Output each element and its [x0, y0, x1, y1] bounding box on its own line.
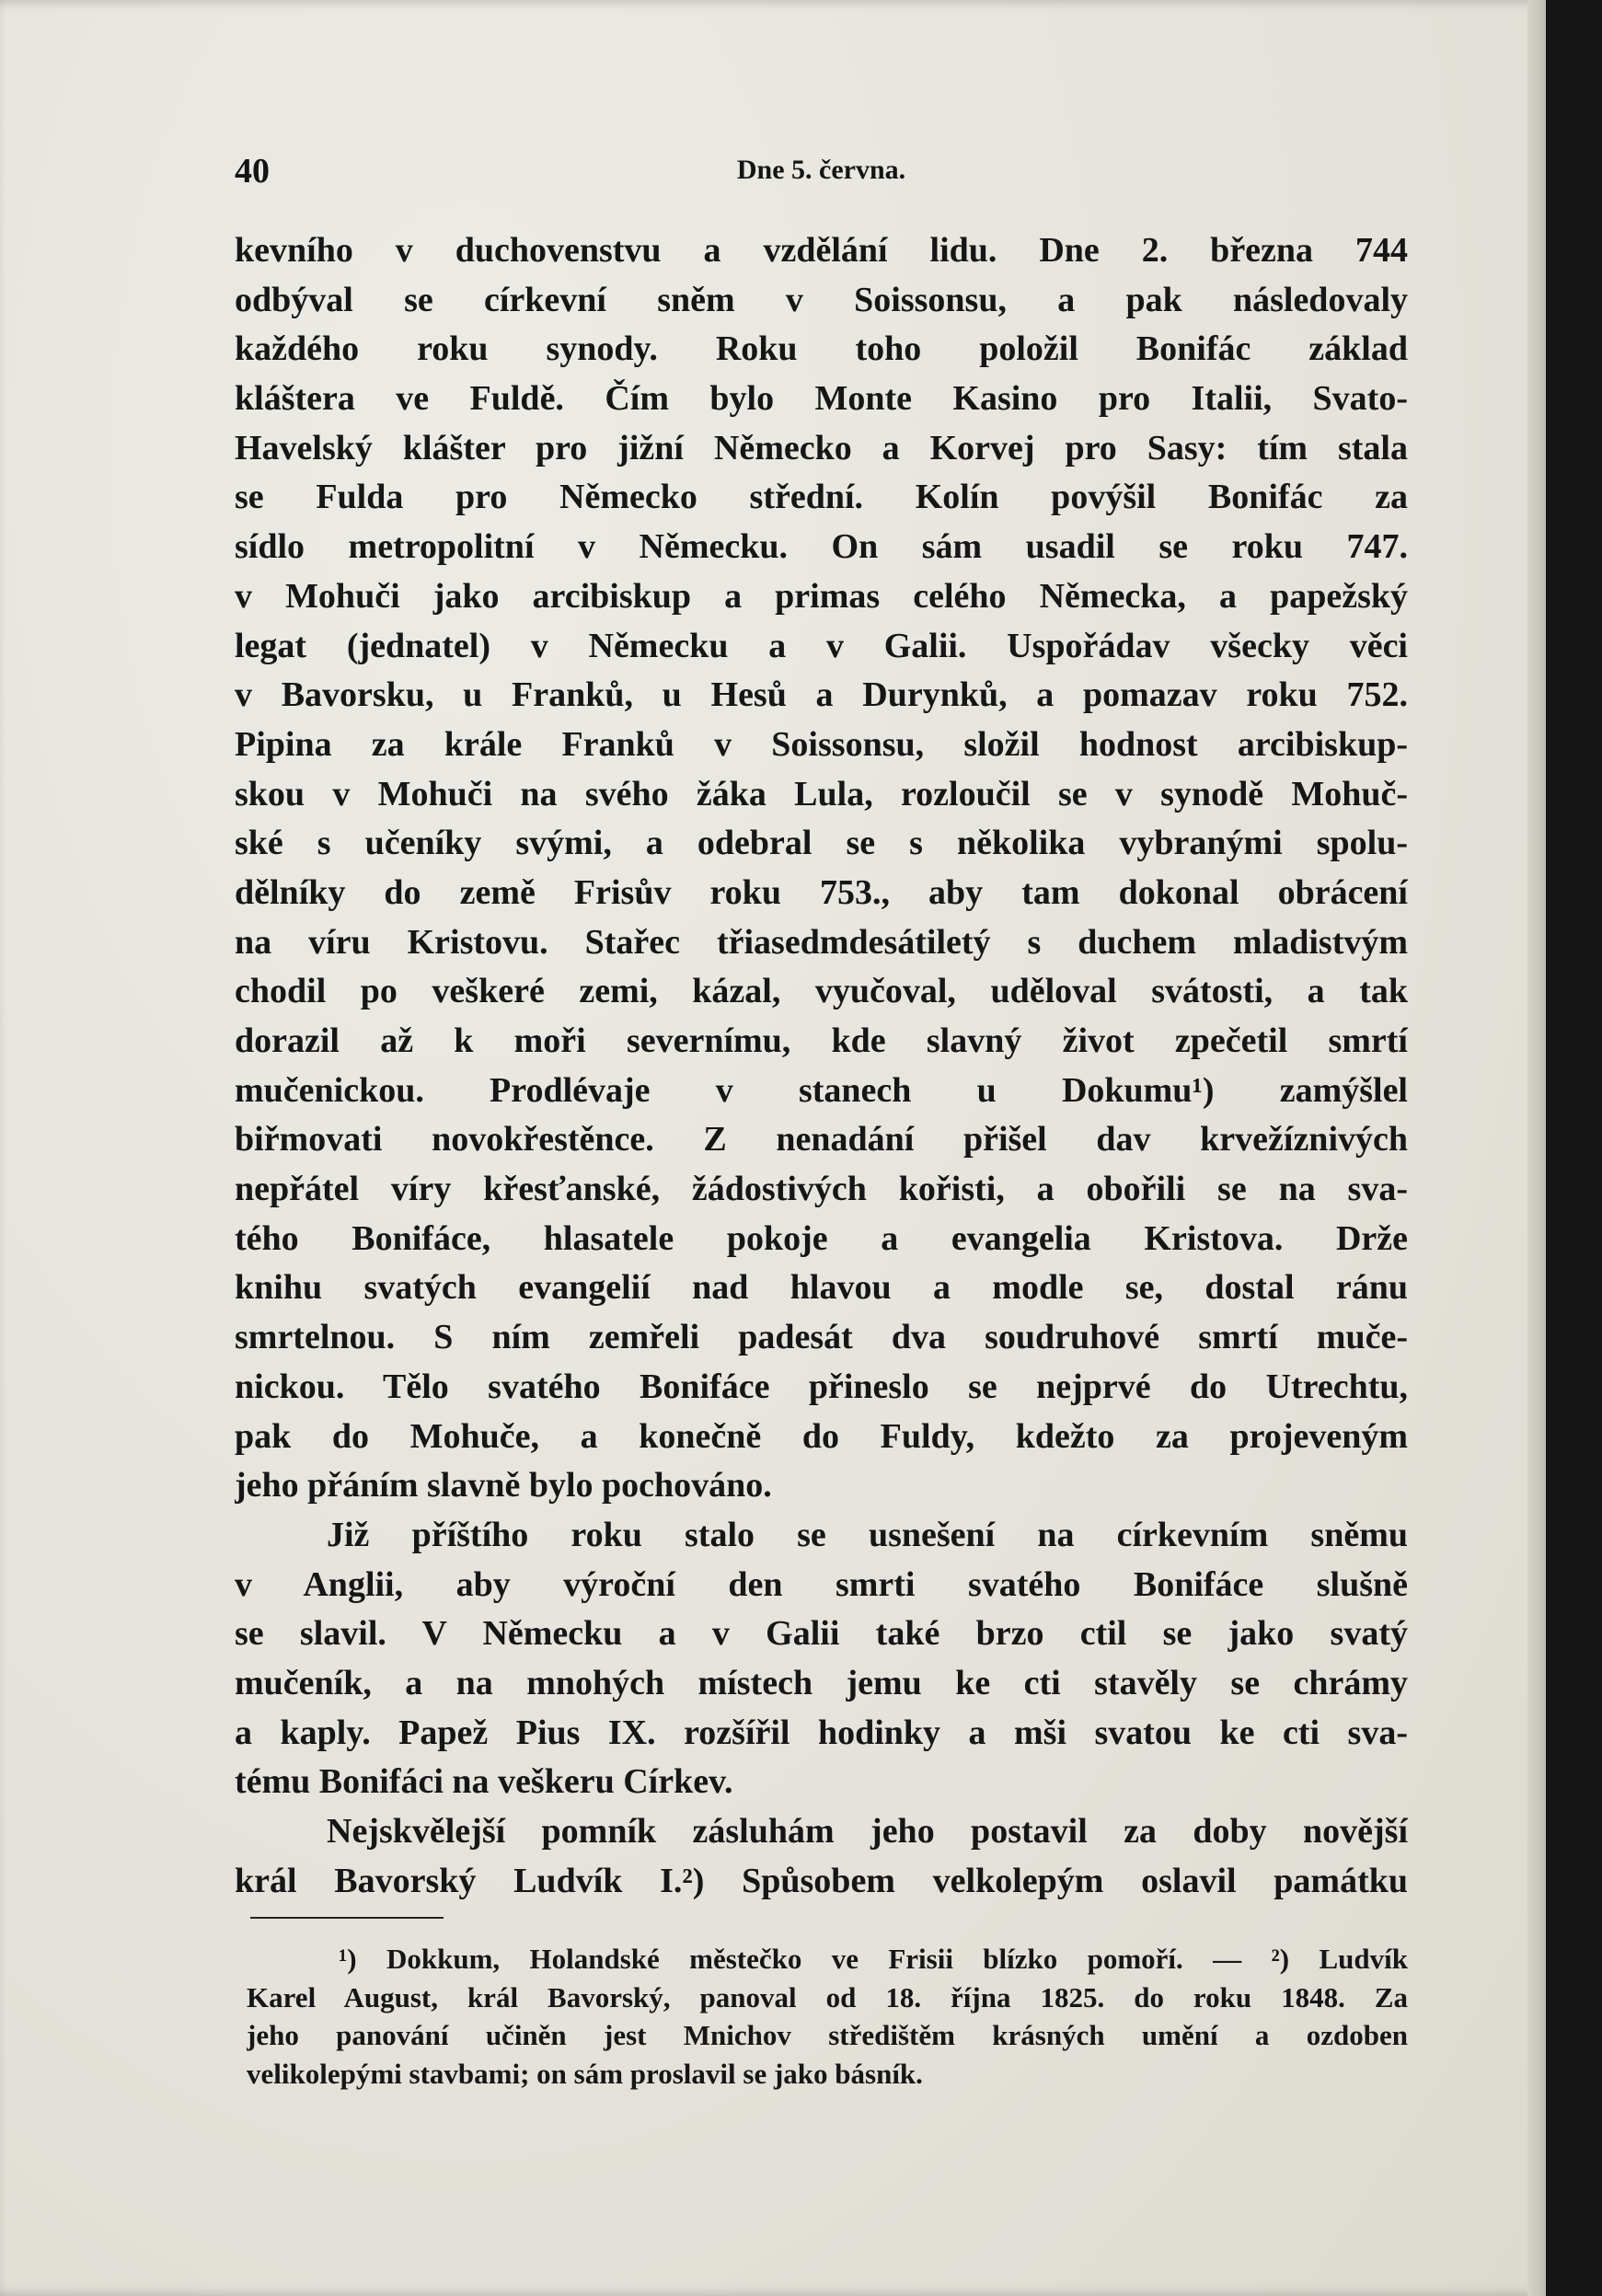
- text-line: v Anglii, aby výroční den smrti svatého Bonifáce slušně: [235, 1564, 1408, 1604]
- running-head: [235, 147, 1408, 202]
- text-line: kláštera ve Fuldě. Čím bylo Monte Kasino pro Italii, Svato-: [235, 379, 1408, 419]
- text-line: mučenickou. Prodlévaje v stanech u Dokumu¹) zamýšlel: [235, 1070, 1408, 1110]
- text-line: jeho přáním slavně bylo pochováno.: [235, 1466, 772, 1506]
- text-line: chodil po veškeré zemi, kázal, vyučoval, uděloval svátosti, a tak: [235, 972, 1408, 1011]
- footnote-line: velikolepými stavbami; on sám proslavil se jako básník.: [247, 2057, 923, 2090]
- footnote-line: jeho panování učiněn jest Mnichov středištěm krásných umění a ozdoben: [247, 2019, 1408, 2051]
- running-title: Dne 5. června.: [736, 155, 906, 185]
- text-line: legat (jednatel) v Německu a v Galii. Uspořádav všecky věci: [235, 626, 1408, 665]
- text-line: dělníky do země Frisův roku 753., aby tam dokonal obrácení: [235, 872, 1408, 912]
- text-line: se slavil. V Německu a v Galii také brzo ctil se jako svatý: [235, 1614, 1408, 1654]
- text-line: každého roku synody. Roku toho položil Bonifác základ: [235, 329, 1408, 369]
- text-line: kevního v duchovenstvu a vzdělání lidu. Dne 2. března 744: [235, 231, 1408, 270]
- footnote-line: Karel August, král Bavorský, panoval od 18. října 1825. do roku 1848. Za: [247, 1980, 1408, 2013]
- text-line: knihu svatých evangelií nad hlavou a modle se, dostal ránu: [235, 1268, 1408, 1308]
- text-line: v Mohuči jako arcibiskup a primas celého Německa, a papežský: [235, 576, 1408, 616]
- text-line: skou v Mohuči na svého žáka Lula, rozloučil se v synodě Mohuč-: [235, 774, 1408, 813]
- text-line: nickou. Tělo svatého Bonifáce přineslo se nejprvé do Utrechtu,: [235, 1367, 1408, 1406]
- footnotes: [247, 1940, 1408, 2093]
- text-line: Již příštího roku stalo se usnešení na církevním sněmu: [327, 1515, 1408, 1554]
- text-line: král Bavorský Ludvík I.²) Spůsobem velkolepým oslavil památku: [235, 1861, 1408, 1900]
- text-line: smrtelnou. S ním zemřeli padesát dva soudruhové smrtí muče-: [235, 1318, 1408, 1357]
- text-line: pak do Mohuče, a konečně do Fuldy, kdežto za projeveným: [235, 1416, 1408, 1456]
- page-number: 40: [235, 152, 270, 190]
- page-edge: [1527, 0, 1546, 2296]
- text-line: Nejskvělejší pomník zásluhám jeho postavil za doby novější: [327, 1812, 1408, 1851]
- text-line: se Fulda pro Německo střední. Kolín povýšil Bonifác za: [235, 478, 1408, 517]
- text-line: tému Bonifáci na veškeru Církev.: [235, 1762, 733, 1802]
- body-text: [235, 226, 1408, 1906]
- text-line: mučeník, a na mnohých místech jemu ke cti stavěly se chrámy: [235, 1663, 1408, 1702]
- text-line: dorazil až k moři severnímu, kde slavný život zpečetil smrtí: [235, 1021, 1408, 1060]
- text-line: Pipina za krále Franků v Soissonsu, složil hodnost arcibiskup-: [235, 724, 1408, 764]
- text-line: sídlo metropolitní v Německu. On sám usadil se roku 747.: [235, 527, 1408, 567]
- text-line: nepřátel víry křesťanské, žádostivých kořisti, a obořili se na sva-: [235, 1170, 1408, 1209]
- text-line: tého Bonifáce, hlasatele pokoje a evangelia Kristova. Drže: [235, 1218, 1408, 1258]
- text-line: biřmovati novokřestěnce. Z nenadání přišel dav krvežíznivých: [235, 1120, 1408, 1160]
- text-line: a kaply. Papež Pius IX. rozšířil hodinky a mši svatou ke cti sva-: [235, 1713, 1408, 1752]
- text-line: Havelský klášter pro jižní Německo a Korvej pro Sasy: tím stala: [235, 428, 1408, 467]
- text-line: na víru Kristovu. Stařec třiasedmdesátiletý s duchem mladistvým: [235, 922, 1408, 962]
- text-line: v Bavorsku, u Franků, u Hesů a Durynků, a pomazav roku 752.: [235, 675, 1408, 715]
- text-line: ské s učeníky svými, a odebral se s několika vybranými spolu-: [235, 824, 1408, 863]
- text-line: odbýval se církevní sněm v Soissonsu, a pak následovaly: [235, 280, 1408, 319]
- footnote-line: ¹) Dokkum, Holandské městečko ve Frisii blízko pomoří. — ²) Ludvík: [339, 1943, 1408, 1975]
- footnote-rule: [250, 1917, 444, 1919]
